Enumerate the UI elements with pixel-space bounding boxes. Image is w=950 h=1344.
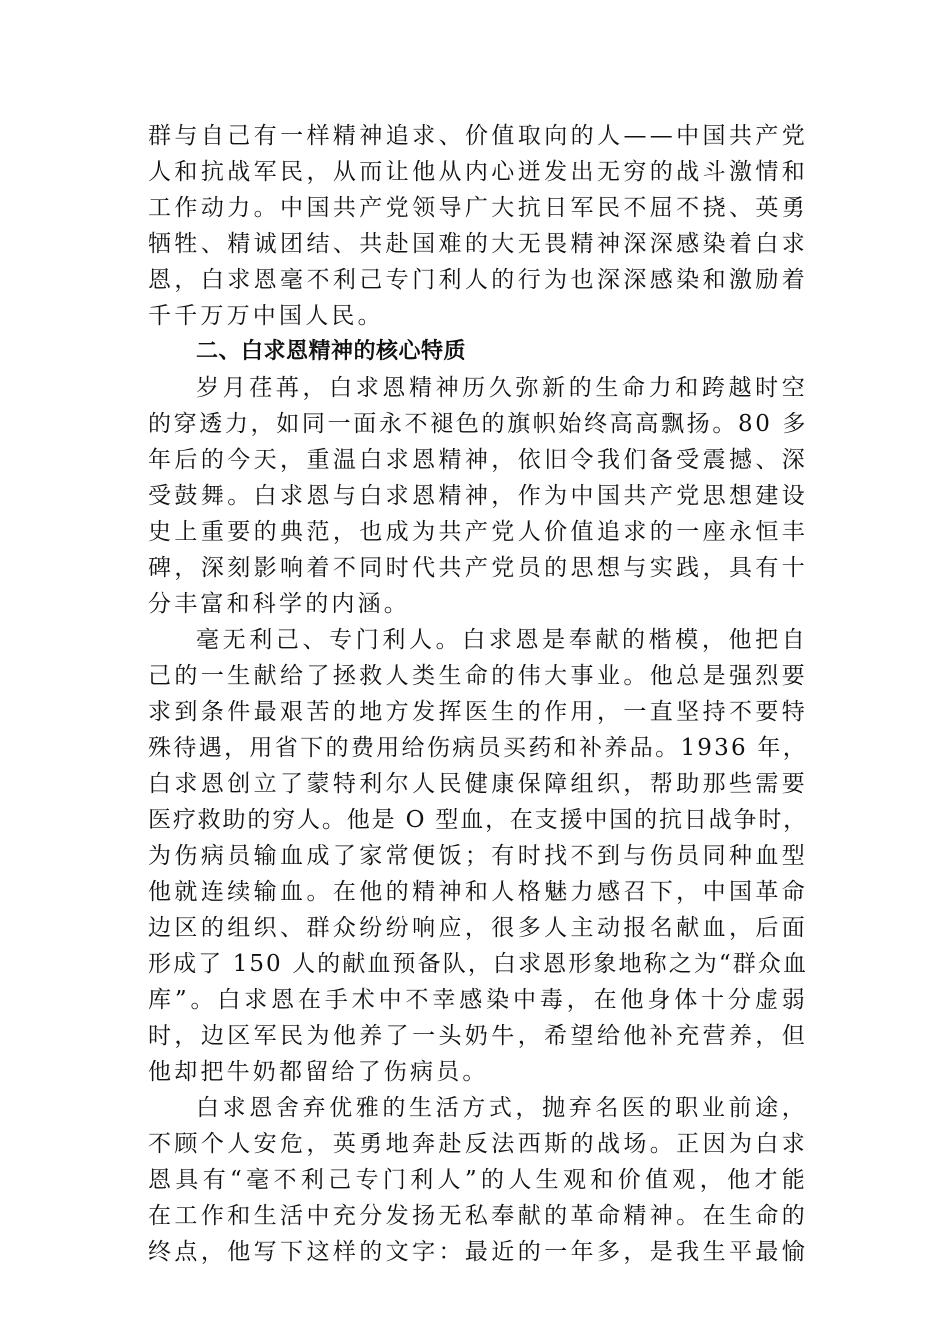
text-line: 殊待遇，用省下的费用给伤病员买药和补养品。1936 年，: [148, 735, 808, 761]
text-line: 毫无利己、专门利人。白求恩是奉献的楷模，他把自: [196, 627, 808, 653]
text-line: 时，边区军民为他养了一头奶牛，希望给他补充营养，但: [148, 1023, 808, 1049]
text-line: 不顾个人安危，英勇地奔赴反法西斯的战场。正因为白求: [148, 1131, 808, 1157]
text-line: 白求恩创立了蒙特利尔人民健康保障组织，帮助那些需要: [148, 771, 808, 797]
text-line: 终点，他写下这样的文字：最近的一年多，是我生平最愉: [148, 1239, 808, 1265]
text-line: 在工作和生活中充分发扬无私奉献的革命精神。在生命的: [148, 1203, 808, 1229]
text-line: 分丰富和科学的内涵。: [148, 591, 410, 617]
text-line: 牺牲、精诚团结、共赴国难的大无畏精神深深感染着白求: [148, 231, 808, 257]
text-line: 恩，白求恩毫不利己专门利人的行为也深深感染和激励着: [148, 267, 808, 293]
text-line: 千千万万中国人民。: [148, 303, 384, 329]
paragraph: [148, 622, 808, 1090]
document-page: [148, 118, 808, 1270]
text-line: 他就连续输血。在他的精神和人格魅力感召下，中国革命: [148, 879, 808, 905]
paragraph: [148, 118, 808, 334]
text-line: 他却把牛奶都留给了伤病员。: [148, 1059, 489, 1085]
text-line: 医疗救助的穷人。他是 O 型血，在支援中国的抗日战争时，: [148, 807, 808, 833]
text-line: 为伤病员输血成了家常便饭；有时找不到与伤员同种血型: [148, 843, 808, 869]
text-line: 年后的今天，重温白求恩精神，依旧令我们备受震撼、深: [148, 447, 808, 473]
text-line: 己的一生献给了拯救人类生命的伟大事业。他总是强烈要: [148, 663, 808, 689]
text-line: 工作动力。中国共产党领导广大抗日军民不屈不挠、英勇: [148, 195, 808, 221]
paragraph: [148, 370, 808, 622]
text-line: 白求恩舍弃优雅的生活方式，抛弃名医的职业前途，: [196, 1095, 808, 1121]
text-line: 岁月荏苒，白求恩精神历久弥新的生命力和跨越时空: [196, 375, 808, 401]
text-line: 受鼓舞。白求恩与白求恩精神，作为中国共产党思想建设: [148, 483, 808, 509]
text-line: 碑，深刻影响着不同时代共产党员的思想与实践，具有十: [148, 555, 808, 581]
text-line: 的穿透力，如同一面永不褪色的旗帜始终高高飘扬。80 多: [148, 411, 808, 437]
text-line: 边区的组织、群众纷纷响应，很多人主动报名献血，后面: [148, 915, 808, 941]
text-line: 人和抗战军民，从而让他从内心迸发出无穷的战斗激情和: [148, 159, 808, 185]
paragraph: [148, 1090, 808, 1270]
text-line: 群与自己有一样精神追求、价值取向的人——中国共产党: [148, 123, 808, 149]
section-heading: 二、白求恩精神的核心特质: [196, 339, 467, 364]
text-line: 库”。白求恩在手术中不幸感染中毒，在他身体十分虚弱: [148, 987, 808, 1013]
text-line: 史上重要的典范，也成为共产党人价值追求的一座永恒丰: [148, 519, 808, 545]
text-line: 求到条件最艰苦的地方发挥医生的作用，一直坚持不要特: [148, 699, 808, 725]
text-line: 形成了 150 人的献血预备队，白求恩形象地称之为“群众血: [148, 951, 808, 977]
text-line: 恩具有“毫不利己专门利人”的人生观和价值观，他才能: [148, 1167, 808, 1193]
